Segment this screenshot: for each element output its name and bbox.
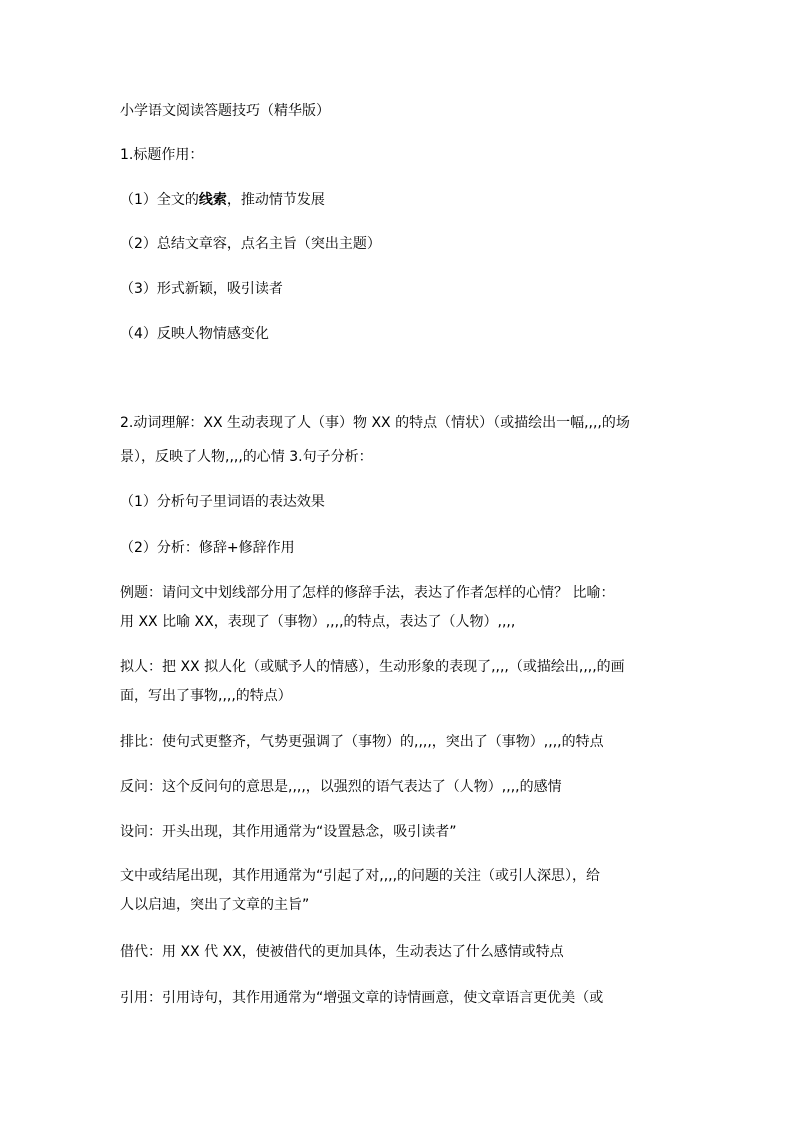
question-paragraph: 设问：开头出现，其作用通常为“设置悬念，吸引读者” xyxy=(120,824,457,840)
list-item-suffix: ，推动情节发展 xyxy=(226,192,325,208)
middle-end-paragraph-line-2: 人以启迪，突出了文章的主旨” xyxy=(120,897,310,913)
emphasis-text: 线索 xyxy=(198,192,227,208)
rhetorical-question-paragraph: 反问：这个反问句的意思是,,,,，以强烈的语气表达了（人物）,,,,的感情 xyxy=(120,779,562,795)
example-paragraph-line-2: 用 XX 比喻 XX，表现了（事物）,,,,的特点，表达了（人物）,,,, xyxy=(120,614,516,630)
example-paragraph-line-1: 例题：请问文中划线部分用了怎样的修辞手法，表达了作者怎样的心情？ 比喻： xyxy=(120,585,615,601)
parallelism-paragraph: 排比：使句式更整齐，气势更强调了（事物）的,,,,，突出了（事物）,,,,的特点 xyxy=(120,734,604,750)
personification-line-1: 拟人：把 XX 拟人化（或赋予人的情感），生动形象的表现了,,,,（或描绘出,,,,的画 xyxy=(120,659,625,675)
document-title: 小学语文阅读答题技巧（精华版） xyxy=(120,103,330,119)
middle-end-paragraph-line-1: 文中或结尾出现，其作用通常为“引起了对,,,,的问题的关注（或引人深思），给 xyxy=(120,868,601,884)
list-item-clue xyxy=(120,186,690,215)
quotation-paragraph: 引用：引用诗句，其作用通常为“增强文章的诗情画意，使文章语言更优美（或 xyxy=(120,990,604,1006)
list-item-word-effect: （1）分析句子里词语的表达效果 xyxy=(120,494,325,510)
section-heading-title-function: 1.标题作用： xyxy=(120,147,204,163)
list-item-summary: （2）总结文章容，点名主旨（突出主题） xyxy=(120,236,381,252)
list-item-rhetoric: （2）分析：修辞+修辞作用 xyxy=(120,540,295,556)
verb-understanding-line-1: 2.动词理解：XX 生动表现了人（事）物 XX 的特点（情状）（或描绘出一幅,,,,的场 xyxy=(120,415,630,431)
metonymy-paragraph: 借代：用 XX 代 XX，使被借代的更加具体，生动表达了什么感情或特点 xyxy=(120,944,564,960)
list-item-emotion: （4）反映人物情感变化 xyxy=(120,326,269,342)
verb-understanding-line-2: 景），反映了人物,,,,的心情 3.句子分析： xyxy=(120,449,373,465)
list-item-form: （3）形式新颖，吸引读者 xyxy=(120,281,283,297)
personification-line-2: 面，写出了事物,,,,的特点） xyxy=(120,688,292,704)
list-item-prefix: （1）全文的 xyxy=(120,192,199,208)
